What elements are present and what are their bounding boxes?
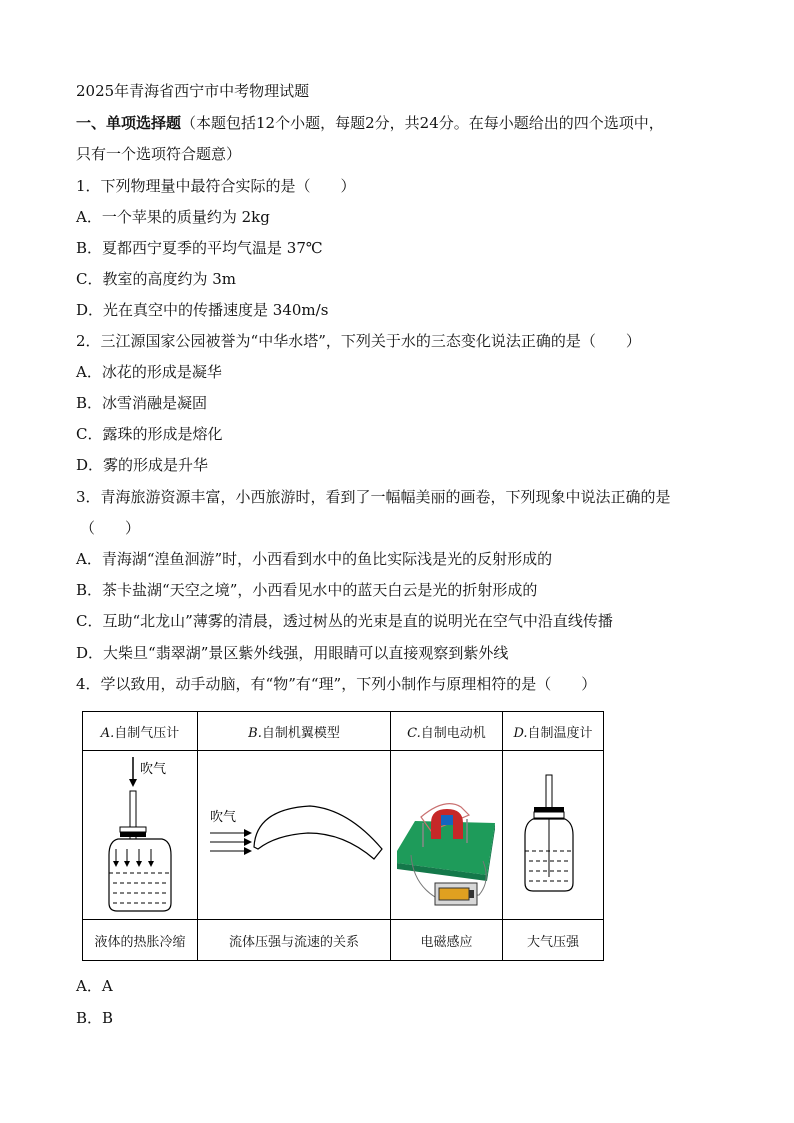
q4-image-c — [391, 751, 503, 920]
q4-option-a: A．A — [76, 977, 113, 995]
q2-option-b: B．冰雪消融是凝固 — [76, 394, 208, 412]
q3-option-d: D．大柴旦“翡翠湖”景区紫外线强，用眼睛可以直接观察到紫外线 — [76, 644, 509, 662]
q2-option-d: D．雾的形成是升华 — [76, 456, 209, 474]
q4-header-a — [83, 712, 198, 751]
q4-header-c — [391, 712, 503, 751]
q1-option-c: C．教室的高度约为 3m — [76, 270, 237, 288]
section-note: （本题包括12个小题，每题2分，共24分。在每小题给出的四个选项中， — [181, 114, 664, 132]
q3-option-b: B．茶卡盐湖“天空之境”，小西看见水中的蓝天白云是光的折射形成的 — [76, 581, 538, 599]
q4-principle-d: 大气压强 — [503, 920, 604, 961]
question-3-stem: 3．青海旅游资源丰富，小西旅游时，看到了一幅幅美丽的画卷，下列现象中说法正确的是 — [76, 488, 671, 506]
q1-option-a: A．一个苹果的质量约为 2kg — [76, 208, 270, 226]
wing-model-illustration — [198, 751, 390, 915]
exam-title: 2025年青海省西宁市中考物理试题 — [76, 82, 310, 100]
q4-principle-c: 电磁感应 — [391, 920, 503, 961]
q3-option-a: A．青海湖“湟鱼洄游”时，小西看到水中的鱼比实际浅是光的反射形成的 — [76, 550, 553, 568]
barometer-illustration — [83, 751, 197, 915]
section-note-cont: 只有一个选项符合题意） — [76, 145, 242, 163]
q4-principle-b: 流体压强与流速的关系 — [198, 920, 391, 961]
thermometer-illustration — [503, 751, 603, 915]
section-heading-line — [76, 113, 664, 133]
q4-table — [82, 711, 604, 961]
q1-option-d: D．光在真空中的传播速度是 340m/s — [76, 301, 329, 319]
q4-header-d — [503, 712, 604, 751]
q4-header-b-text: 自制机翼模型 — [261, 725, 340, 741]
q4-header-row — [83, 712, 604, 751]
q4-a-blow-label: 吹气 — [140, 762, 167, 777]
q1-option-b: B．夏都西宁夏季的平均气温是 37℃ — [76, 239, 323, 257]
q4-header-c-text: 自制电动机 — [420, 725, 486, 741]
q4-option-b: B．B — [76, 1009, 114, 1027]
q4-header-d-text: 自制温度计 — [527, 725, 593, 741]
q4-image-b — [198, 751, 391, 920]
q4-b-blow-label: 吹气 — [210, 810, 237, 825]
q4-image-d — [503, 751, 604, 920]
question-2-stem: 2．三江源国家公园被誉为“中华水塔”，下列关于水的三态变化说法正确的是（ ） — [76, 332, 641, 350]
question-4-stem: 4．学以致用，动手动脑，有“物”有“理”，下列小制作与原理相符的是（ ） — [76, 675, 597, 693]
q3-option-c: C．互助“北龙山”薄雾的清晨，透过树丛的光束是直的说明光在空气中沿直线传播 — [76, 612, 613, 630]
q4-principle-row — [83, 920, 604, 961]
q4-header-b — [198, 712, 391, 751]
q4-image-a — [83, 751, 198, 920]
q4-header-d-letter: D. — [513, 725, 528, 741]
section-heading: 一、单项选择题 — [76, 114, 182, 132]
q4-header-b-letter: B. — [248, 725, 262, 741]
q4-principle-a: 液体的热胀冷缩 — [83, 920, 198, 961]
q4-header-a-text: 自制气压计 — [114, 725, 180, 741]
q4-header-c-letter: C. — [407, 725, 421, 741]
question-3-answer-blank: （ ） — [80, 519, 141, 537]
q4-image-row — [83, 751, 604, 920]
q2-option-c: C．露珠的形成是熔化 — [76, 425, 223, 443]
motor-illustration — [391, 751, 502, 915]
q4-header-a-letter: A. — [100, 725, 115, 741]
question-1-stem: 1．下列物理量中最符合实际的是（ ） — [76, 177, 356, 195]
q2-option-a: A．冰花的形成是凝华 — [76, 363, 222, 381]
